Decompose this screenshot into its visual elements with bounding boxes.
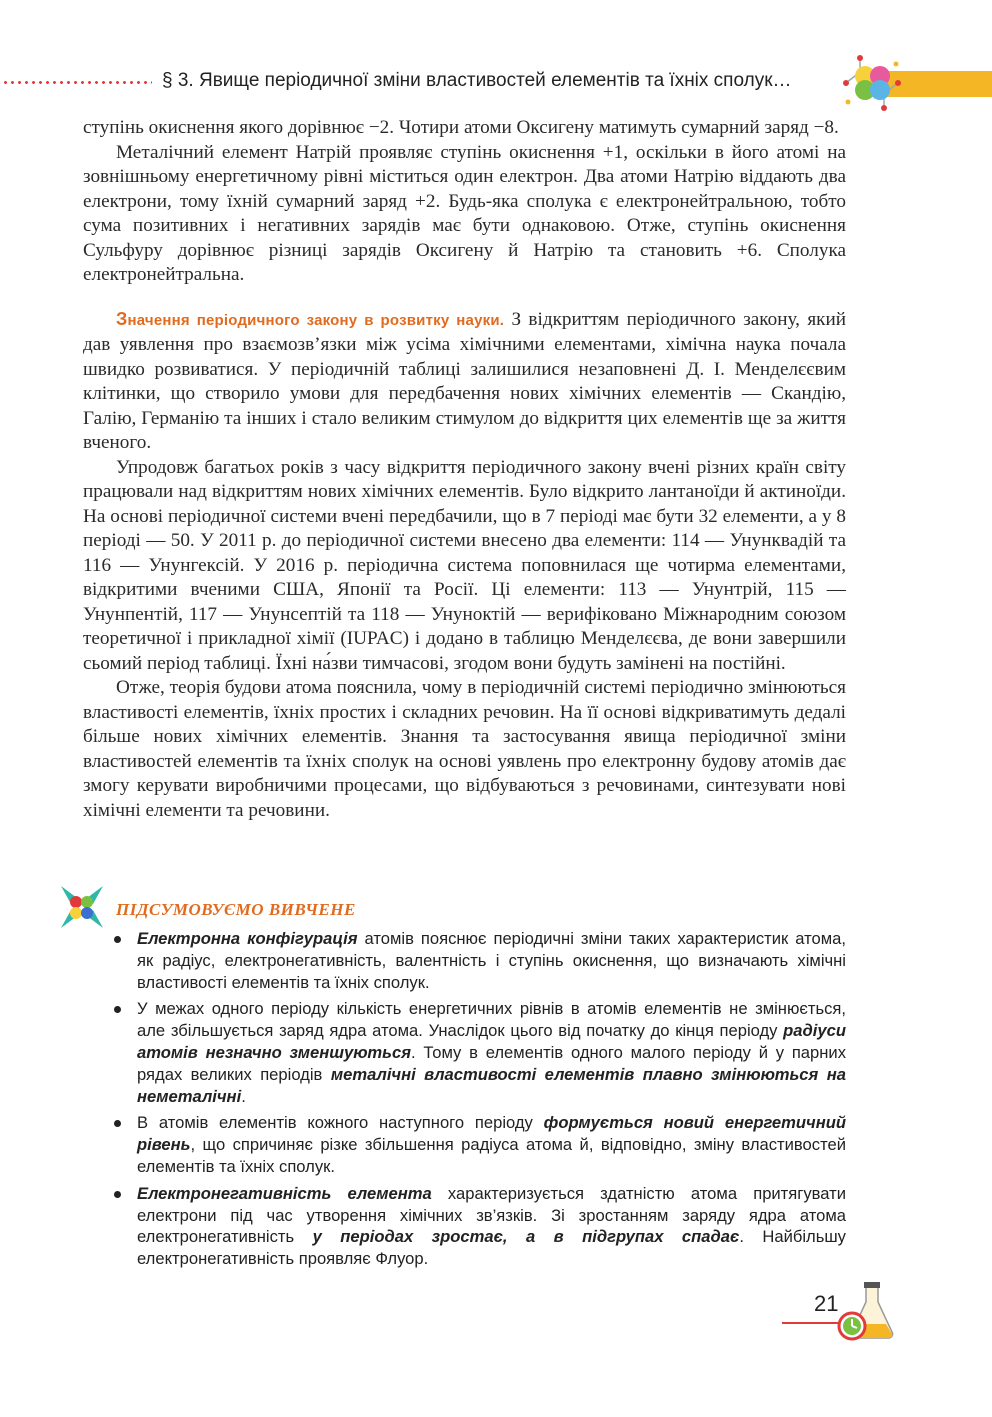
paragraph: Значення періодичного закону в розвитку науки. З відкриттям періодичного закону, який дав уявлення про взаємозв’язки між усіма хімічними елементами, хімічна наука почала швидко розвиватися. У періодичній таблиці залишилися незаповнені Д. І. Менделєєвим клітинки, що створило умови для передбачення нових хімічних елементів — Скандію, Галію, Германію та інших і стало великим стимулом до відкриття цих елементів ще за життя вченого. bbox=[83, 308, 847, 453]
section-heading: Значення періодичного закону в розвитку науки. bbox=[116, 308, 505, 329]
running-title: § 3. Явище періодичної зміни властивостей елементів та їхніх сполук… bbox=[162, 70, 792, 91]
paragraph: Упродовж багатьох років з часу відкриття періодичного закону вчені різних країн світу працювали над відкриттям нових хімічних елементів. Було відкрито лантаноїди й актиноїди. На основі періодичної системи вчені передбачили, що в 7 періоді має бути 32 елементи, а у 8 періоді — 50. У 2011 р. до періодичної системи внесено два елементи: 114 — Унунквадій та 116 — Унунгексій. У 2016 р. періодична система поповнилася ще чотирма елементами, відкритими вченими США, Японії та Росії. Ці елементи: 113 — Унунтрій, 115 — Унунпентій, 117 — Унунсептій та 118 — Унуноктій — верифіковано Міжнародним союзом теоретичної і прикладної хімії (IUPAC) і додано в таблицю Менделєєва, де вони завершили сьомий період таблиці. Їхні на́зви тимчасові, згодом вони будуть замінені на постійні. bbox=[83, 456, 846, 674]
list-item: Електронегативність елемента характеризується здатністю атома притягувати електрони під час утворення хімічних зв’язків. Зі зростанням заряду ядра атома електронегативність у періодах зростає, а в підгрупах спадає. Найбільшу електронегативність проявляє Флуор. bbox=[112, 1183, 846, 1270]
paragraph: ступінь окиснення якого дорівнює −2. Чотири атоми Оксигену матимуть сумарний заряд −8. bbox=[83, 117, 839, 138]
summary-heading: ПІДСУМОВУЄМО ВИВЧЕНЕ bbox=[116, 900, 356, 919]
flask-clock-icon bbox=[832, 1280, 898, 1342]
summary-list bbox=[112, 928, 846, 1275]
dotted-line bbox=[2, 81, 152, 84]
molecule-icon bbox=[838, 52, 908, 114]
paragraph: Отже, теорія будови атома пояснила, чому в періодичній системі періодично змінюються властивості елементів, їхніх простих і складних речовин. На її основі відкриватимуть дедалі більше нових хімічних елементів. Знання та застосування явища періодичної зміни властивостей елементів та їхніх сполук на основі уявлень про електронну будову атомів дає змогу керувати виробничими процесами, що відбуваються з речовинами, синтезувати нові хімічні елементи та речовини. bbox=[83, 677, 846, 821]
list-item: В атомів елементів кожного наступного періоду формується новий енергетичний рівень, що спричиняє різке збільшення радіуса атома й, відповідно, зміну властивостей елементів та їхніх сполук. bbox=[112, 1112, 846, 1177]
main-text bbox=[83, 116, 846, 823]
page-number: 21 bbox=[814, 1291, 839, 1316]
list-item: У межах одного періоду кількість енергетичних рівнів в атомів елементів не змінюється, але збільшується заряд ядра атома. Унаслідок цього від початку до кінця періоду радіуси атомів незначно зменшуються. Тому в елементів одного малого періоду й у парних рядах великих періодів металічні властивості елементів плавно змінюються на неметалічні. bbox=[112, 998, 846, 1107]
list-item: Електронна конфігурація атомів пояснює періодичні зміни таких характеристик атома, як радіус, електронегативність, валентність і ступінь окиснення, що визначають хімічні властивості елементів та їхніх сполук. bbox=[112, 928, 846, 993]
paragraph: Металічний елемент Натрій проявляє ступінь окиснення +1, оскільки в його атомі на зовнішньому енергетичному рівні міститься один електрон. Два атоми Натрію віддають два електрони, тому їхній сумарний заряд +2. Будь-яка сполука є електронейтральною, тобто сума позитивних і негативних зарядів має бути однаковою. Отже, ступінь окиснення Сульфуру дорівнює різниці зарядів Оксигену й Натрію та становить +6. Сполука електронейтральна. bbox=[83, 141, 846, 285]
summary-molecule-icon bbox=[57, 882, 107, 932]
page-header bbox=[0, 62, 992, 102]
